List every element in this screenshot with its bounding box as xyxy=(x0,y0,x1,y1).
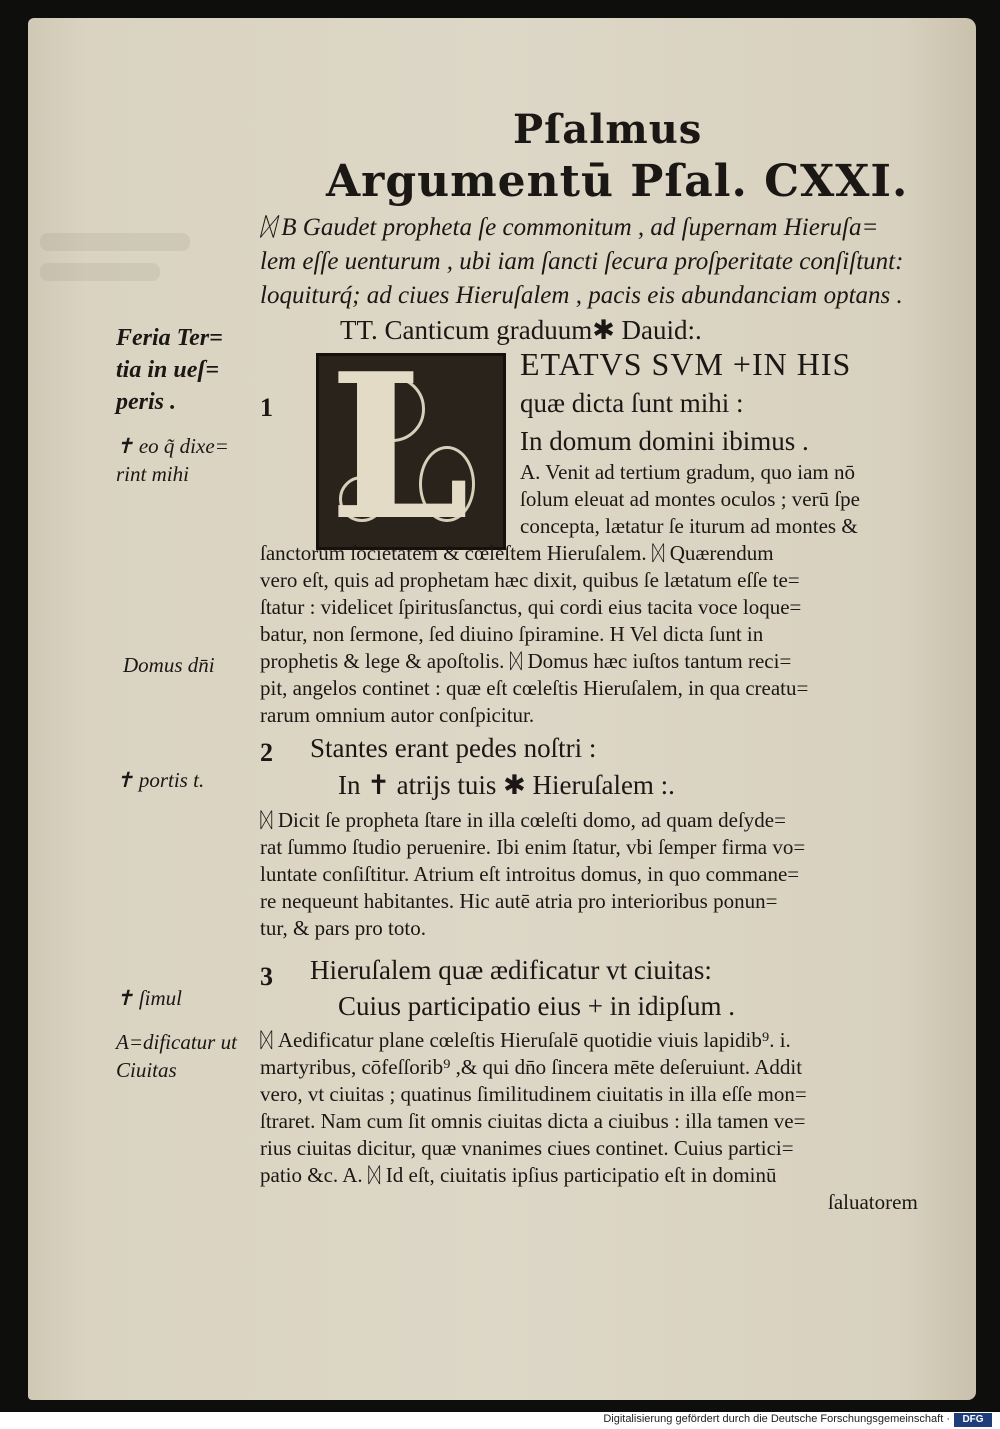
commentary-line: rarum omnium autor conſpicitur. xyxy=(260,703,535,727)
commentary-line: luntate conſiſtitur. Atrium eſt introitus domus, in quo commane= xyxy=(260,862,800,886)
margin-note-portis: ✝ portis t. xyxy=(116,768,205,792)
commentary-line: rat ſummo ſtudio peruenire. Ibi enim ſtatur, vbi ſemper firma vo= xyxy=(260,835,806,859)
margin-note-feria: tia in ueſ= xyxy=(116,357,220,383)
verse-text: quæ dicta ſunt mihi : xyxy=(520,388,744,418)
argument-line: lem eſſe uenturum , ubi iam ſancti ſecura proſperitate conſiſtunt: xyxy=(260,248,904,275)
commentary-line: ᛞ Dicit ſe propheta ſtare in illa cœleſti domo, ad quam deſyde= xyxy=(260,808,786,832)
margin-note-aedificatur: A=dificatur ut xyxy=(116,1030,237,1054)
commentary-line: rius ciuitas dicitur, quæ vnanimes ciues continet. Cuius partici= xyxy=(260,1136,794,1160)
commentary-line: vero, vt ciuitas ; quatinus ſimilitudinem ciuitatis in illa eſſe mon= xyxy=(260,1082,807,1106)
verse-text: ETATVS SVM +IN HIS xyxy=(520,346,852,382)
commentary-line: ſtatur : videlicet ſpiritusſanctus, qui cordi eius tacita voce loque= xyxy=(260,595,802,619)
commentary-line: re nequeunt habitantes. Hic autē atria pro interioribus ponun= xyxy=(260,889,778,913)
verse-number: 2 xyxy=(260,738,273,767)
commentary-line: concepta, lætatur ſe iturum ad montes & xyxy=(520,514,858,538)
commentary-line: vero eſt, quis ad prophetam hæc dixit, quibus ſe lætatum eſſe te= xyxy=(260,568,800,592)
commentary-line: ſaluatorem xyxy=(828,1190,918,1214)
commentary-line: patio &c. A. ᛞ Id eſt, ciuitatis ipſius participatio eſt in dominū xyxy=(260,1163,777,1187)
dfg-logo: DFG xyxy=(954,1413,992,1427)
initial-letter: L xyxy=(329,353,470,550)
book-page xyxy=(28,18,976,1400)
psalm-argument-heading: Argumentū Pſal. CXXI. xyxy=(326,156,909,207)
margin-note-feria: Feria Ter= xyxy=(116,325,223,351)
funding-notice: Digitalisierung gefördert durch die Deutsche Forschungsgemeinschaft · xyxy=(603,1413,950,1425)
argument-line: loquiturq́; ad ciues Hieruſalem , pacis eis abundanciam optans . xyxy=(260,282,903,309)
verse-text: Stantes erant pedes noſtri : xyxy=(310,733,597,763)
margin-note-aedificatur: Ciuitas xyxy=(116,1058,177,1082)
verse-text: Hieruſalem quæ ædificatur vt ciuitas: xyxy=(310,955,712,985)
argument-line: ᛞ B Gaudet propheta ſe commonitum , ad ſupernam Hieruſa= xyxy=(260,214,879,241)
commentary-line: tur, & pars pro toto. xyxy=(260,916,426,940)
bleed-through xyxy=(40,233,190,251)
margin-note-feria: peris . xyxy=(116,389,176,415)
verse-text: Cuius participatio eius + in idipſum . xyxy=(338,991,735,1021)
margin-note-eoq: rint mihi xyxy=(116,462,189,486)
margin-note-domus: Domus dn̄i xyxy=(123,653,215,677)
footer-bar xyxy=(0,1412,1000,1429)
commentary-line: martyribus, cōfeſſorib⁹ ,& qui dn̄o ſincera mēte deſeruiunt. Addit xyxy=(260,1055,803,1079)
commentary-line: ſanctorum ſocietatem & cœleſtem Hieruſalem. ᛞ Quærendum xyxy=(260,541,774,565)
running-head: Pſalmus xyxy=(513,106,703,153)
bleed-through xyxy=(40,263,160,281)
commentary-line: pit, angelos continet : quæ eſt cœleſtis Hieruſalem, in qua creatu= xyxy=(260,676,809,700)
commentary-line: ſtraret. Nam cum ſit omnis ciuitas dicta a ciuibus : illa tamen ve= xyxy=(260,1109,806,1133)
verse-text: In ✝ atrijs tuis ✱ Hieruſalem :. xyxy=(338,770,675,800)
canticum-title: TT. Canticum graduum✱ Dauid:. xyxy=(340,315,702,345)
commentary-line: batur, non ſermone, ſed diuino ſpiramine. H Vel dicta ſunt in xyxy=(260,622,764,646)
margin-note-eoq: ✝ eo q̃ dixe= xyxy=(116,434,229,458)
commentary-line: prophetis & lege & apoſtolis. ᛞ Domus hæc iuſtos tantum reci= xyxy=(260,649,792,673)
verse-number: 1 xyxy=(260,393,273,422)
verse-text: In domum domini ibimus . xyxy=(520,426,809,456)
margin-note-simul: ✝ ſimul xyxy=(116,986,183,1010)
verse-number: 3 xyxy=(260,962,273,991)
woodcut-initial xyxy=(316,353,506,550)
commentary-line: A. Venit ad tertium gradum, quo iam nō xyxy=(520,460,855,484)
commentary-line: ᛞ Aedificatur plane cœleſtis Hieruſalē quotidie viuis lapidib⁹. i. xyxy=(260,1028,791,1052)
commentary-line: ſolum eleuat ad montes oculos ; verū ſpe xyxy=(520,487,860,511)
